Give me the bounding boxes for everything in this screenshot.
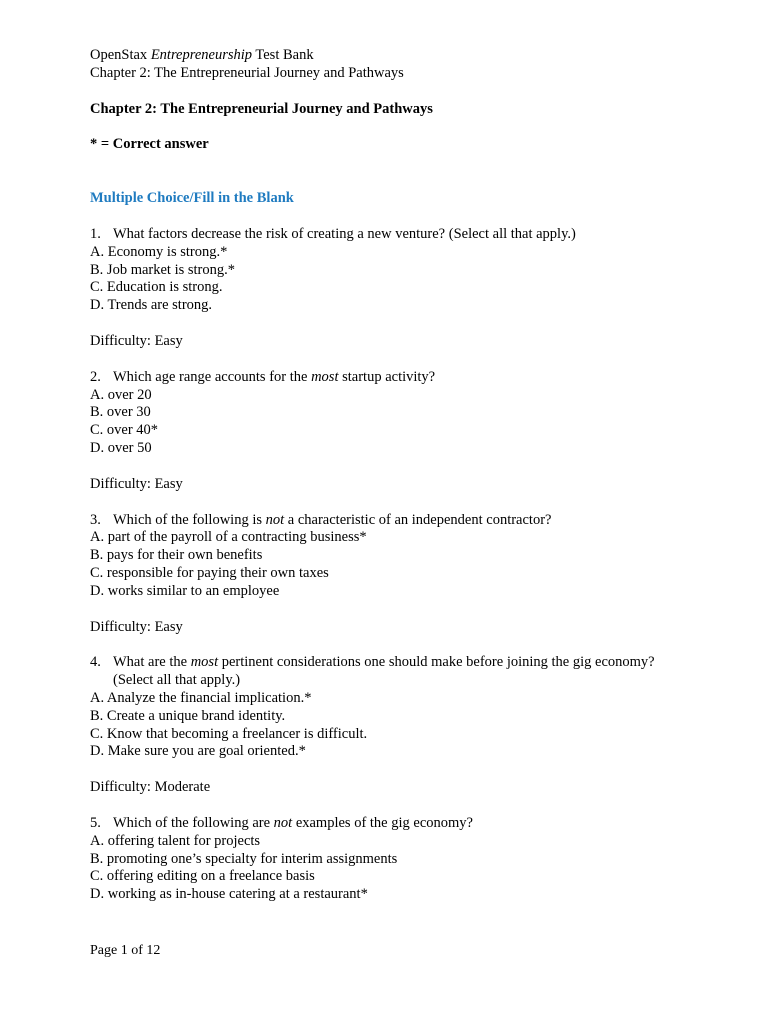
answer-option: A. offering talent for projects: [90, 832, 261, 849]
header-prefix: OpenStax: [90, 47, 148, 63]
question-text: [90, 815, 710, 833]
answer-option: D. Trends are strong.: [90, 297, 213, 314]
question-number: 5.: [90, 814, 101, 831]
chapter-title: Chapter 2: The Entrepreneurial Journey and Pathways: [90, 100, 433, 117]
answer-option: A. Economy is strong.*: [90, 243, 228, 260]
difficulty-label: Difficulty: Easy: [90, 618, 183, 635]
answer-option: B. over 30: [90, 404, 151, 421]
question-stem: What are the: [113, 654, 191, 671]
header-line-2: Chapter 2: The Entrepreneurial Journey and Pathways: [90, 64, 404, 81]
header-book-title: Entrepreneurship: [150, 47, 253, 63]
question-number: 1.: [90, 225, 101, 242]
answer-option: A. part of the payroll of a contracting business*: [90, 529, 367, 546]
question-number: 4.: [90, 654, 101, 671]
question-stem-end: a characteristic of an independent contractor?: [284, 511, 552, 528]
answer-option: A. over 20: [90, 386, 152, 403]
question-text: [90, 369, 710, 387]
answer-option: D. over 50: [90, 439, 152, 456]
question-number: 2.: [90, 368, 101, 385]
answer-option: B. pays for their own benefits: [90, 547, 263, 564]
section-title: Multiple Choice/Fill in the Blank: [90, 190, 294, 207]
answer-option: B. Job market is strong.*: [90, 261, 235, 278]
header-line-1: [90, 47, 710, 65]
correct-answer-note: * = Correct answer: [90, 136, 209, 153]
question-continuation: (Select all that apply.): [113, 672, 241, 689]
question-block: [90, 369, 710, 512]
answer-option: D. working as in-house catering at a restaurant*: [90, 886, 368, 903]
question-stem: Which of the following is: [113, 511, 266, 528]
answer-option: D. works similar to an employee: [90, 582, 280, 599]
difficulty-label: Difficulty: Easy: [90, 332, 183, 349]
page-number: Page 1 of 12: [90, 943, 161, 958]
answer-option: A. Analyze the financial implication.*: [90, 689, 312, 706]
question-stem-end: pertinent considerations one should make before joining the gig economy?: [218, 654, 655, 671]
header-suffix: Test Bank: [255, 47, 314, 63]
question-block: [90, 654, 710, 815]
question-text: [90, 512, 710, 530]
question-block: [90, 512, 710, 655]
answer-option: C. Education is strong.: [90, 279, 223, 296]
question-emphasis: most: [311, 368, 339, 385]
answer-option: C. Know that becoming a freelancer is difficult.: [90, 725, 368, 742]
question-block: [90, 226, 710, 369]
answer-option: C. offering editing on a freelance basis: [90, 868, 315, 885]
question-stem-end: startup activity?: [338, 368, 436, 385]
question-text: [90, 226, 710, 244]
question-block: [90, 815, 710, 904]
question-text: [90, 654, 710, 672]
document-body: [90, 47, 710, 904]
question-emphasis: not: [265, 511, 285, 528]
question-stem-end: examples of the gig economy?: [292, 814, 473, 831]
difficulty-label: Difficulty: Moderate: [90, 779, 211, 796]
answer-option: C. over 40*: [90, 422, 159, 439]
question-stem: Which age range accounts for the: [113, 368, 312, 385]
question-number: 3.: [90, 511, 101, 528]
question-emphasis: most: [190, 654, 219, 671]
answer-option: B. promoting one’s specialty for interim assignments: [90, 850, 398, 867]
answer-option: D. Make sure you are goal oriented.*: [90, 743, 306, 760]
question-stem: What factors decrease the risk of creating a new venture? (Select all that apply.): [113, 225, 576, 242]
answer-option: C. responsible for paying their own taxes: [90, 564, 329, 581]
difficulty-label: Difficulty: Easy: [90, 475, 183, 492]
question-stem: Which of the following are: [113, 814, 274, 831]
question-emphasis: not: [273, 814, 293, 831]
answer-option: B. Create a unique brand identity.: [90, 707, 286, 724]
